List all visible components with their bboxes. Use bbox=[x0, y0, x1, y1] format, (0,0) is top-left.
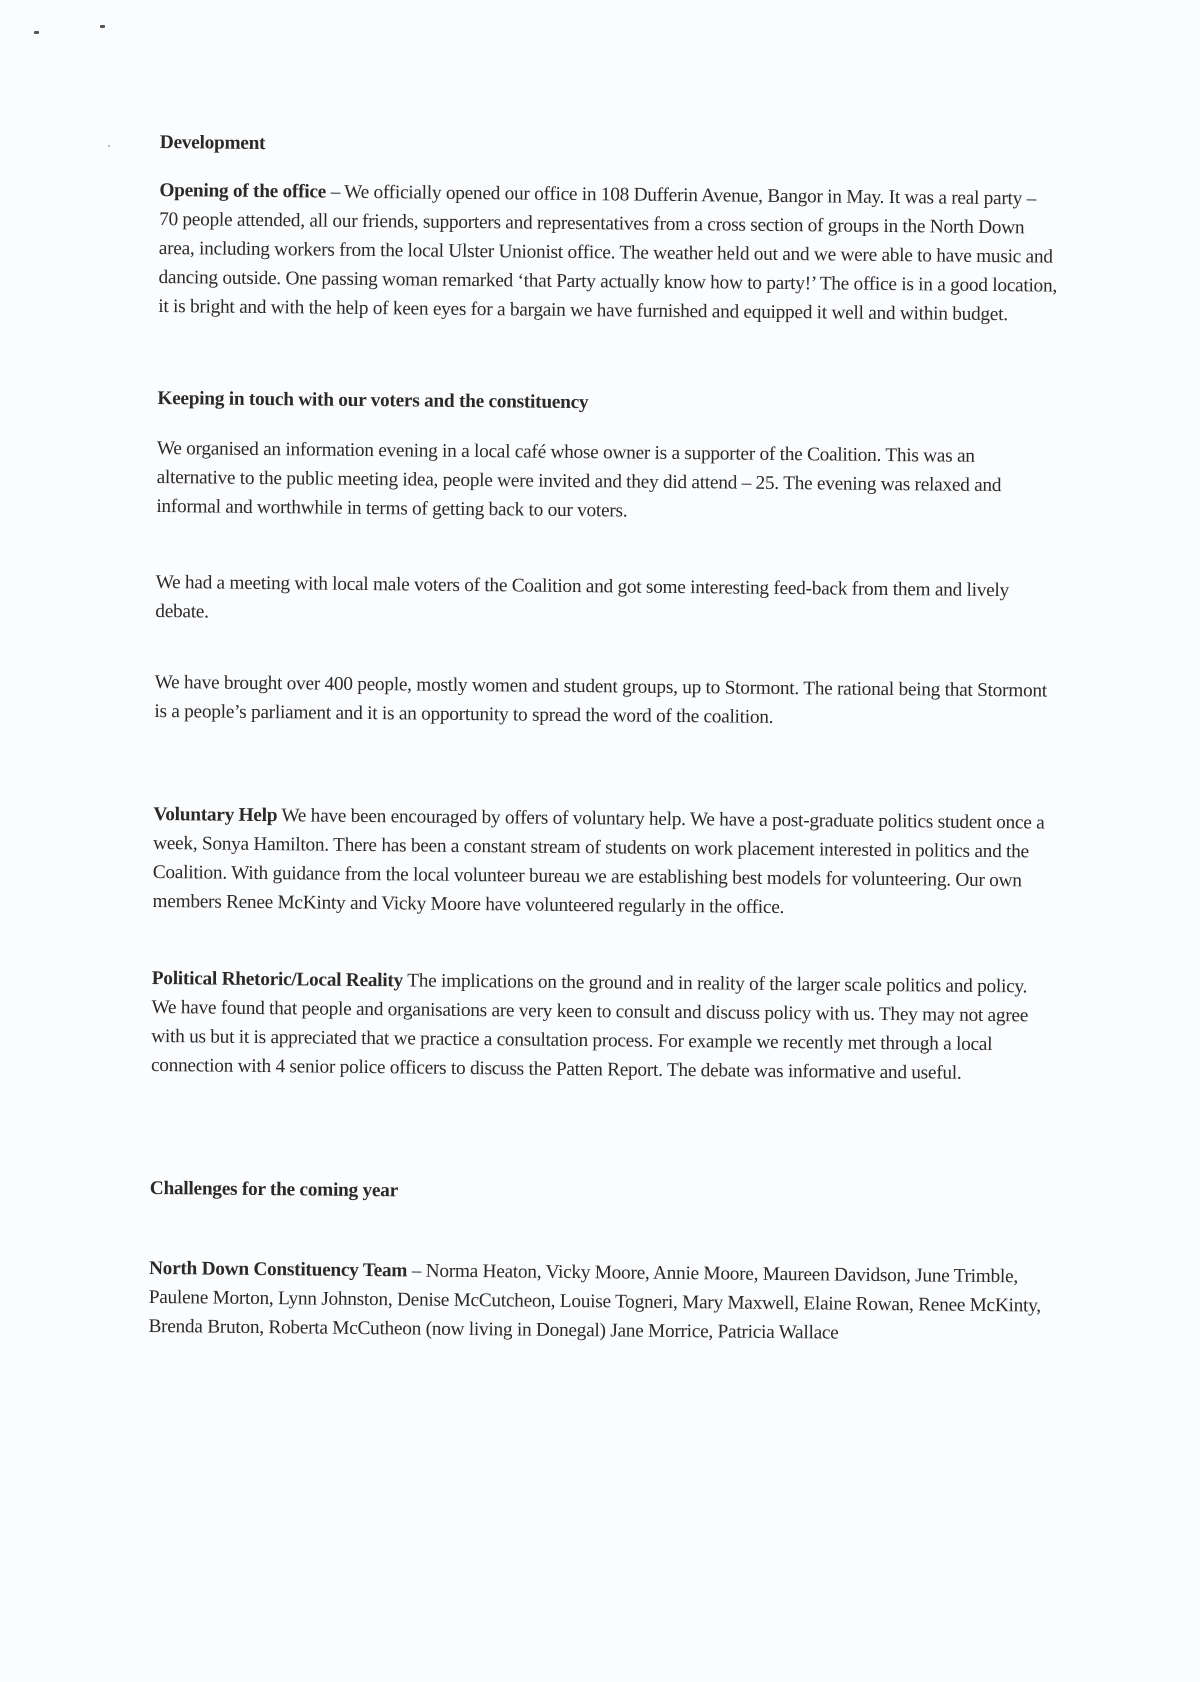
paragraph-info-evening: We organised an information evening in a local café whose owner is a supporter of the Coalition. This was an alternative to the public meeting idea, people were invited and they did attend – 25. The evening was relaxed and informal and worthwhile in terms of getting back to our voters. bbox=[156, 437, 1002, 522]
voluntary-text: We have been encouraged by offers of voluntary help. We have a post-graduate politics student once a week, Sonya Hamilton. There has been a constant stream of students on work placement interested in politics and the Coalition. With guidance from the local volunteer bureau we are establishing best models for volunteering. Our own members Renee McKinty and Vicky Moore have volunteered regularly in the office. bbox=[152, 805, 1045, 919]
heading-development: Development bbox=[159, 131, 266, 155]
rhetoric-title: Political Rhetoric/Local Reality bbox=[151, 967, 404, 992]
section-rhetoric bbox=[151, 964, 1052, 1089]
team-text: – Norma Heaton, Vicky Moore, Annie Moore, Maureen Davidson, June Trimble, Paulene Morton, Lynn Johnston, Denise McCutcheon, Louise Togneri, Mary Maxwell, Elaine Rowan, Renee McKinty, Brenda Bruton, Roberta McCutheon (now living in Donegal) Jane Morrice, Patricia Wallace bbox=[148, 1260, 1042, 1344]
section-opening bbox=[158, 176, 1059, 330]
paragraph-opening bbox=[158, 176, 1059, 330]
heading-challenges: Challenges for the coming year bbox=[149, 1177, 399, 1202]
paragraph-male-voters: We had a meeting with local male voters of the Coalition and got some interesting feed-back from them and lively debate. bbox=[155, 571, 1010, 623]
opening-title: Opening of the office bbox=[159, 179, 327, 203]
voluntary-title: Voluntary Help bbox=[153, 803, 278, 827]
paragraph-rhetoric bbox=[151, 964, 1052, 1089]
paragraph-voluntary bbox=[152, 800, 1053, 925]
document-page bbox=[148, 128, 1060, 1344]
paragraph-stormont: We have brought over 400 people, mostly women and student groups, up to Stormont. The rational being that Stormont is a people’s parliament and it is an opportunity to spread the word of the coalition. bbox=[154, 671, 1048, 728]
section-team bbox=[148, 1254, 1049, 1350]
rhetoric-text: The implications on the ground and in reality of the larger scale politics and policy. We have found that people and organisations are very keen to consult and discuss policy with us. They may not agree with us but it is appreciated that we practice a consultation process. For example we recently met through a local connection with 4 senior police officers to discuss the Patten Report. The debate was informative and useful. bbox=[150, 970, 1029, 1084]
heading-keeping-in-touch: Keeping in touch with our voters and the constituency bbox=[157, 387, 589, 414]
team-title: North Down Constituency Team bbox=[148, 1257, 408, 1282]
scan-speck bbox=[34, 31, 39, 34]
paragraph-team bbox=[148, 1254, 1049, 1350]
scan-speck bbox=[100, 25, 105, 28]
opening-text: – We officially opened our office in 108 Dufferin Avenue, Bangor in May. It was a real party – 70 people attended, all our friends, supporters and representatives from a cross section of groups in the North Down area, including workers from the local Ulster Unionist office. The weather held out and we were able to have music and dancing outside. One passing woman remarked ‘that Party actually know how to party!’ The office is in a good location, it is bright and with the help of keen eyes for a bargain we have furnished and equipped it well and within budget. bbox=[158, 181, 1058, 326]
section-voluntary bbox=[152, 800, 1053, 925]
scan-speck bbox=[108, 145, 110, 147]
